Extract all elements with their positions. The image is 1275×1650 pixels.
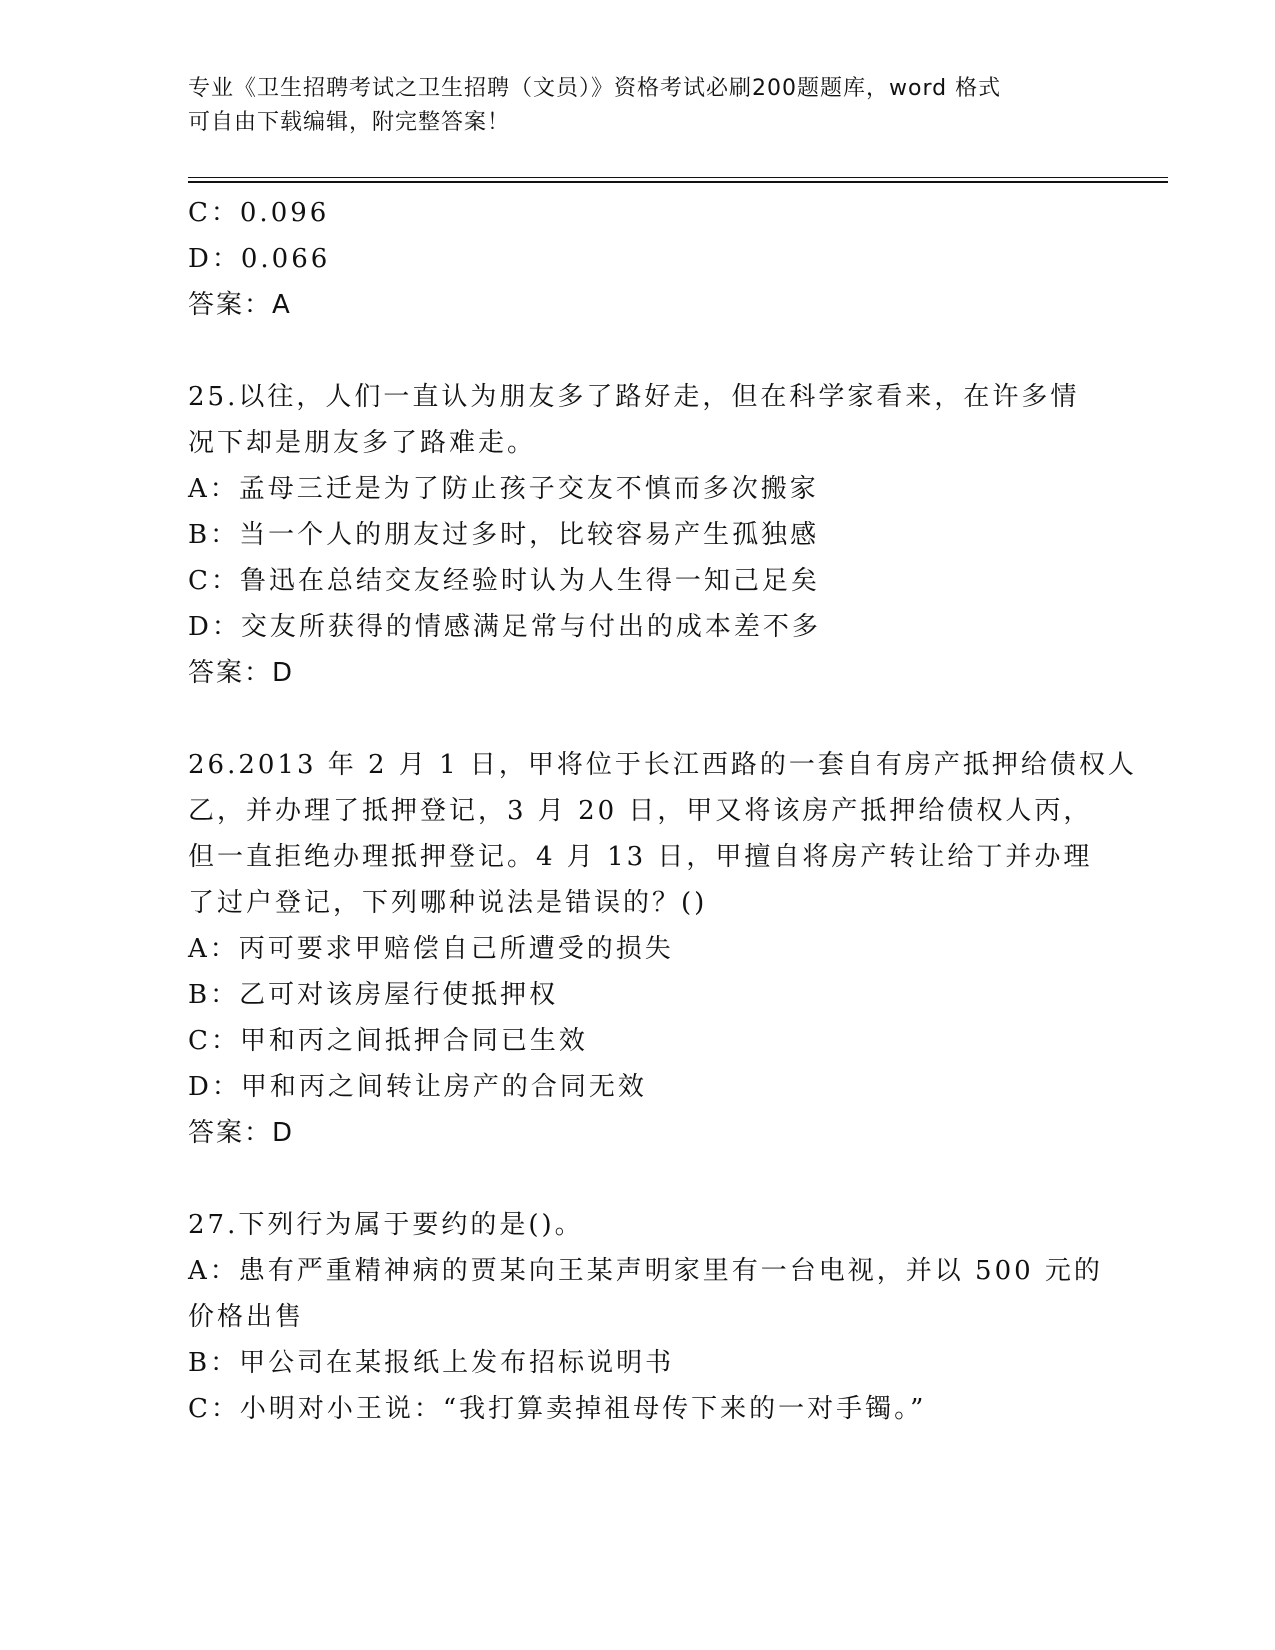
option-b: B：乙可对该房屋行使抵押权 [188, 980, 559, 1010]
option-c: C：甲和丙之间抵押合同已生效 [188, 1026, 588, 1056]
answer-line: 答案：D [188, 658, 295, 688]
option-a-continued: 价格出售 [188, 1302, 305, 1332]
option-d: D：交友所获得的情感满足常与付出的成本差不多 [188, 612, 821, 642]
question-stem: 乙，并办理了抵押登记，3 月 20 日，甲又将该房产抵押给债权人丙， [188, 796, 1093, 826]
option-b: B：甲公司在某报纸上发布招标说明书 [188, 1348, 675, 1378]
question-25 [188, 374, 1088, 696]
option-a: A：孟母三迁是为了防止孩子交友不慎而多次搬家 [188, 474, 819, 504]
spacer [188, 696, 1088, 742]
option-a: A：患有严重精神病的贾某向王某声明家里有一台电视，并以 500 元的 [188, 1256, 1103, 1286]
answer-line: 答案：D [188, 1118, 295, 1148]
header-divider-thick [188, 181, 1168, 183]
question-26 [188, 742, 1137, 1156]
spacer [188, 328, 1088, 374]
question-27 [188, 1202, 1103, 1432]
previous-question-block [188, 190, 1088, 328]
spacer [188, 1156, 1088, 1202]
header-line-2: 可自由下载编辑，附完整答案！ [188, 110, 511, 135]
question-stem: 但一直拒绝办理抵押登记。4 月 13 日，甲擅自将房产转让给丁并办理 [188, 842, 1093, 872]
answer-line: 答案：A [188, 290, 292, 320]
option-b: B：当一个人的朋友过多时，比较容易产生孤独感 [188, 520, 820, 550]
header-divider-thin [188, 177, 1168, 178]
question-stem: 25.以往，人们一直认为朋友多了路好走，但在科学家看来，在许多情 [188, 382, 1080, 412]
option-d: D：0.066 [188, 244, 331, 274]
option-c: C：0.096 [188, 198, 330, 228]
option-d: D：甲和丙之间转让房产的合同无效 [188, 1072, 647, 1102]
document-body [188, 190, 1137, 1432]
document-header [188, 72, 1088, 140]
question-stem: 26.2013 年 2 月 1 日，甲将位于长江西路的一套自有房产抵押给债权人 [188, 750, 1137, 780]
option-c: C：小明对小王说：“我打算卖掉祖母传下来的一对手镯。” [188, 1394, 927, 1424]
question-stem: 27.下列行为属于要约的是()。 [188, 1210, 584, 1240]
question-stem: 况下却是朋友多了路难走。 [188, 428, 537, 458]
option-a: A：丙可要求甲赔偿自己所遭受的损失 [188, 934, 674, 964]
header-line-1: 专业《卫生招聘考试之卫生招聘（文员）》资格考试必刷200题题库，word 格式 [188, 76, 1002, 101]
option-c: C：鲁迅在总结交友经验时认为人生得一知己足矣 [188, 566, 820, 596]
question-stem: 了过户登记，下列哪种说法是错误的？() [188, 888, 708, 918]
